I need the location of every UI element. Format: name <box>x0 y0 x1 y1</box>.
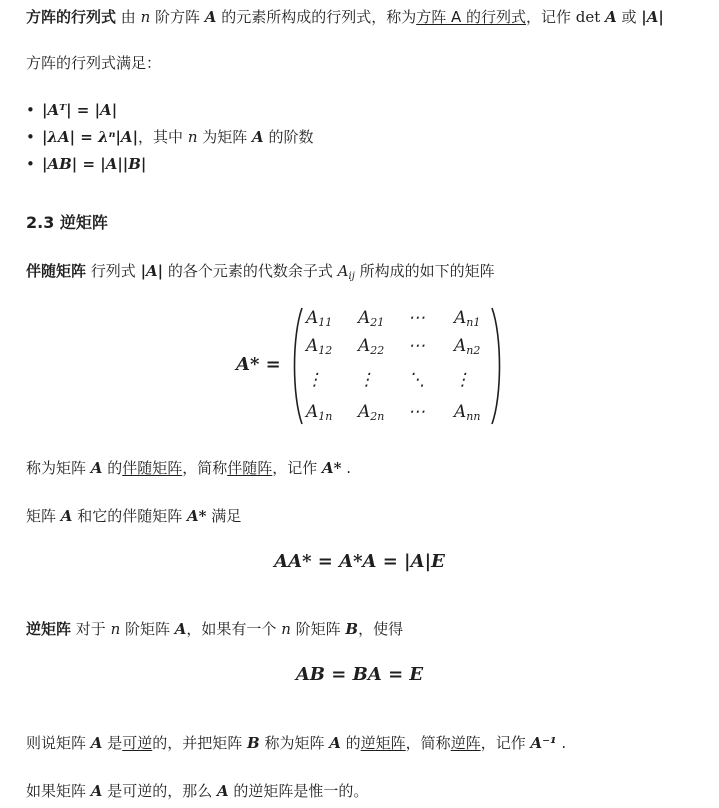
inverse-definition: 逆矩阵 对于 n 阶矩阵 A，如果有一个 n 阶矩阵 B，使得 <box>26 620 404 638</box>
adjugate-relation: 矩阵 A 和它的伴随矩阵 A* 满足 <box>26 507 242 525</box>
matrix-cell-index: nn <box>466 410 481 423</box>
matrix-cell-symbol: ⋯ <box>408 336 425 356</box>
matrix-cell-symbol: ⋮ <box>306 370 323 390</box>
list-item: • |AB| = |A||B| <box>26 155 147 173</box>
matrix-cell-symbol: A <box>454 308 467 328</box>
matrix-cell <box>358 336 384 357</box>
matrix-cell <box>358 308 384 329</box>
matrix-cell-symbol: A <box>358 308 371 328</box>
matrix-grid <box>306 306 506 426</box>
left-paren-icon <box>290 306 304 426</box>
matrix-cell <box>408 336 425 356</box>
matrix-cell <box>454 336 480 357</box>
matrix-cell <box>454 370 471 390</box>
matrix-cell-index: 21 <box>370 316 385 329</box>
matrix-cell-index: 22 <box>370 344 385 357</box>
matrix-cell <box>358 370 375 390</box>
section-heading: 2.3 逆矩阵 <box>26 213 108 232</box>
equation-adjugate: AA* = A*A = |A|E <box>274 551 445 572</box>
matrix-lhs: A* = <box>236 354 281 375</box>
list-item: • |λA| = λⁿ|A|，其中 n 为矩阵 A 的阶数 <box>26 128 314 146</box>
matrix-cell <box>306 370 323 390</box>
matrix-cell <box>306 308 332 329</box>
uniqueness-statement: 如果矩阵 A 是可逆的，那么 A 的逆矩阵是惟一的。 <box>26 782 369 800</box>
link-adjugate[interactable]: 伴随阵 <box>227 459 273 477</box>
right-paren-icon <box>490 306 504 426</box>
inverse-naming: 则说矩阵 A 是可逆的，并把矩阵 B 称为矩阵 A 的逆矩阵，简称逆阵，记作 A⁻¹ . <box>26 734 567 752</box>
link-inverse-matrix[interactable]: 逆矩阵 <box>360 734 406 752</box>
matrix-cell-index: 11 <box>318 316 333 329</box>
term-adjugate: 伴随矩阵 <box>26 262 87 280</box>
matrix-cell-symbol: A <box>454 402 467 422</box>
matrix-cell-symbol: A <box>358 336 371 356</box>
matrix-cell-index: n2 <box>466 344 481 357</box>
matrix-cell-index: 12 <box>318 344 333 357</box>
term-determinant: 方阵的行列式 <box>26 8 117 26</box>
formula-scalar: |λA| = λⁿ|A| <box>42 128 139 146</box>
adjugate-naming: 称为矩阵 A 的伴随矩阵，简称伴随阵，记作 A* . <box>26 459 352 477</box>
formula-product: |AB| = |A||B| <box>42 155 147 173</box>
matrix-cell-symbol: A <box>306 402 319 422</box>
matrix-cell <box>408 402 425 422</box>
determinant-definition: 方阵的行列式 由 n 阶方阵 A 的元素所构成的行列式，称为方阵 A 的行列式，记作 det A 或 |A| <box>26 8 664 26</box>
matrix-cell-symbol: A <box>306 308 319 328</box>
link-adjugate-matrix[interactable]: 伴随矩阵 <box>122 459 183 477</box>
adjugate-definition: 伴随矩阵 行列式 |A| 的各个元素的代数余子式 $A_{ij}$ 所构成的如下的矩阵 <box>26 262 495 282</box>
matrix-cell-symbol: ⋮ <box>358 370 375 390</box>
link-invertible[interactable]: 可逆 <box>122 734 153 752</box>
list-item: • |Aᵀ| = |A| <box>26 101 118 119</box>
matrix-cell <box>408 308 425 328</box>
matrix-cell <box>454 308 480 329</box>
matrix-cell-symbol: ⋮ <box>454 370 471 390</box>
matrix-cell <box>408 370 425 390</box>
matrix-cell-symbol: ⋯ <box>408 308 425 328</box>
matrix-cell-symbol: A <box>454 336 467 356</box>
determinant-satisfies: 方阵的行列式满足： <box>26 54 162 72</box>
formula-transpose: |Aᵀ| = |A| <box>42 101 118 119</box>
matrix-cell-index: 1n <box>318 410 333 423</box>
link-determinant-of-matrix[interactable]: 方阵 A 的行列式 <box>416 8 527 26</box>
equation-inverse: AB = BA = E <box>295 664 424 685</box>
matrix-cell-symbol: ⋯ <box>408 402 425 422</box>
matrix-cell <box>454 402 480 423</box>
matrix-cell <box>306 402 332 423</box>
matrix-cell-symbol: ⋱ <box>408 370 425 390</box>
matrix-cell-index: n1 <box>466 316 481 329</box>
link-inverse[interactable]: 逆阵 <box>450 734 481 752</box>
matrix-cell <box>306 336 332 357</box>
matrix-cell <box>358 402 384 423</box>
matrix-cell-symbol: A <box>306 336 319 356</box>
matrix-cell-index: 2n <box>370 410 385 423</box>
matrix-cell-symbol: A <box>358 402 371 422</box>
term-inverse: 逆矩阵 <box>26 620 72 638</box>
